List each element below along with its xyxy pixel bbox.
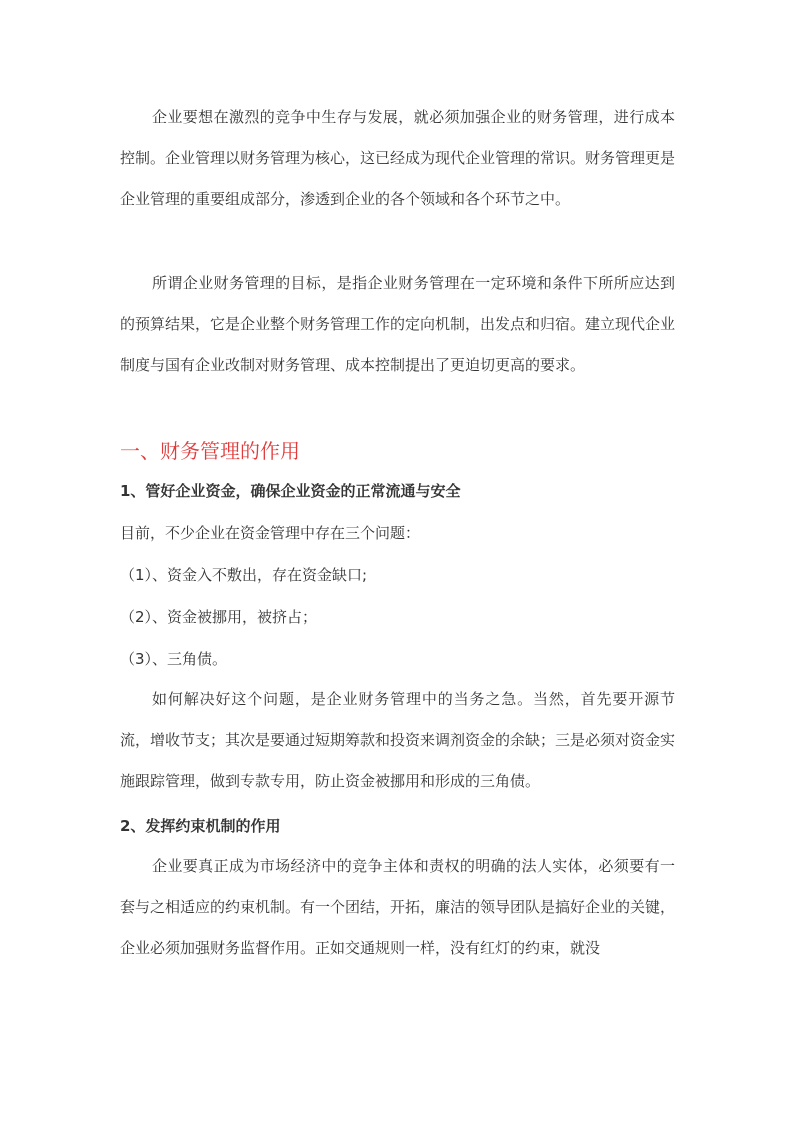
subheading-1: 1、管好企业资金，确保企业资金的正常流通与安全 — [120, 482, 461, 500]
paragraph-goal: 所谓企业财务管理的目标，是指企业财务管理在一定环境和条件下所所应达到的预算结果，它是企业整个财务管理工作的定向机制，出发点和归宿。建立现代企业制度与国有企业改制对财务管理、成本控制提出了更迫切更高的要求。 — [120, 274, 676, 374]
list-item: （3）、三角债。 — [120, 650, 228, 668]
paragraph-solution: 如何解决好这个问题，是企业财务管理中的当务之急。当然，首先要开源节流，增收节支；其次是要通过短期筹款和投资来调剂资金的余缺；三是必须对资金实施跟踪管理，做到专款专用，防止资金被挪用和形成的三角债。 — [120, 690, 676, 790]
list-item: （2）、资金被挪用，被挤占； — [120, 608, 318, 626]
list-item: （1）、资金入不敷出，存在资金缺口; — [120, 566, 368, 584]
subheading-2: 2、发挥约束机制的作用 — [120, 817, 281, 835]
problems-intro: 目前，不少企业在资金管理中存在三个问题： — [120, 524, 421, 542]
paragraph-intro: 企业要想在激烈的竞争中生存与发展，就必须加强企业的财务管理，进行成本控制。企业管理以财务管理为核心，这已经成为现代企业管理的常识。财务管理更是企业管理的重要组成部分，渗透到企业的各个领域和各个环节之中。 — [120, 108, 676, 208]
section-heading: 一、财务管理的作用 — [120, 439, 300, 463]
paragraph-constraint: 企业要真正成为市场经济中的竞争主体和责权的明确的法人实体，必须要有一套与之相适应的约束机制。有一个团结，开拓，廉洁的领导团队是搞好企业的关键，企业必须加强财务监督作用。正如交通规则一样，没有红灯的约束，就没 — [120, 857, 676, 957]
